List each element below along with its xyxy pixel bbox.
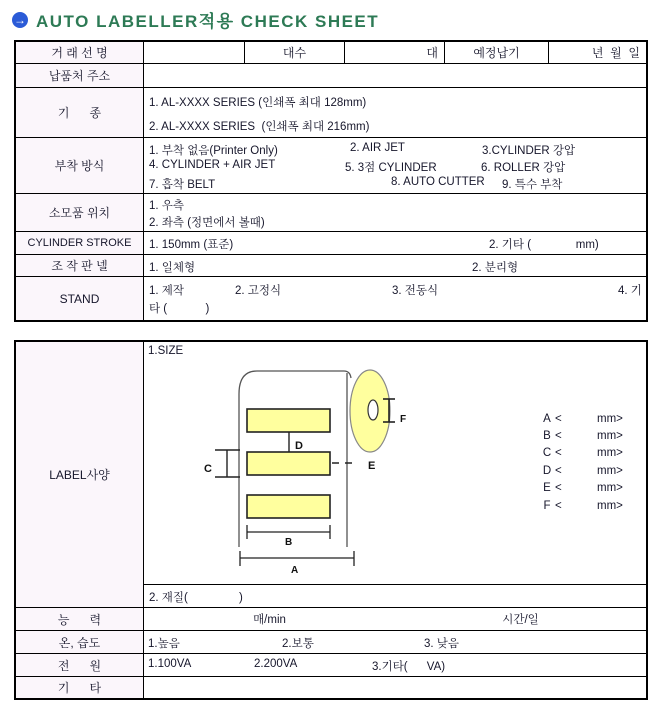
dim-c-unit: mm> (597, 447, 623, 460)
page-title: AUTO LABELLER적용 CHECK SHEET (36, 12, 380, 31)
table-row-address (16, 64, 646, 88)
dim-c-letter: C (204, 463, 212, 475)
delivery-address-value (144, 64, 646, 87)
dim-value-row-e (539, 480, 631, 497)
label-rect-3 (247, 495, 330, 518)
label-rect-2 (247, 452, 330, 475)
stroke-option-2: 2. 기타 ( mm) (489, 239, 599, 251)
table-row-power (16, 654, 646, 677)
attach-option-4: 4. CYLINDER + AIR JET (149, 159, 276, 171)
quantity-label: 대수 (245, 42, 345, 63)
consumable-position-label: 소모품 위치 (16, 194, 144, 231)
table-row-label-spec (16, 342, 646, 608)
label-spec-table (14, 340, 648, 700)
table-row-stand (16, 277, 646, 320)
label-spec-content (144, 342, 646, 607)
model-label: 기 종 (16, 88, 144, 137)
dim-b-key: B (543, 430, 551, 443)
dim-b-letter: B (285, 537, 293, 548)
etc-value (144, 677, 646, 698)
temp-option-3: 3. 낮음 (424, 638, 460, 650)
stand-option-1: 1. 제작 (149, 285, 185, 297)
dim-b-open: < (555, 430, 562, 443)
capacity-per-min: 매/min (253, 614, 286, 626)
dim-a-key: A (543, 412, 551, 425)
attach-option-9: 9. 특수 부착 (502, 179, 563, 191)
attach-option-5: 5. 3점 CYLINDER (345, 162, 437, 174)
client-name-label: 거 래 선 명 (16, 42, 144, 63)
client-name-value (144, 42, 245, 63)
control-panel-options (144, 255, 646, 276)
attach-option-6: 6. ROLLER 강압 (481, 162, 566, 174)
stand-option-4-wrap: 타 ( ) (149, 303, 210, 315)
consumable-option-1: 1. 우측 (149, 200, 185, 212)
stand-label: STAND (16, 277, 144, 320)
cylinder-stroke-options (144, 232, 646, 254)
dim-f-key: F (543, 499, 551, 512)
power-option-2: 2.200VA (254, 658, 298, 670)
dim-e-key: E (543, 482, 551, 495)
capacity-content (144, 608, 646, 630)
dim-value-row-b (539, 427, 631, 444)
dim-value-row-a (539, 410, 631, 427)
dim-f-unit: mm> (597, 499, 623, 512)
stand-option-2: 2. 고정식 (235, 285, 282, 297)
table-row-model (16, 88, 646, 138)
panel-option-1: 1. 일체형 (149, 262, 196, 274)
date-format-label: 년 월 일 (591, 46, 640, 60)
attach-option-2: 2. AIR JET (350, 142, 405, 154)
dim-value-row-c (539, 445, 631, 462)
table-row-capacity (16, 608, 646, 631)
dim-e-open: < (555, 482, 562, 495)
roll-core (368, 400, 378, 420)
dim-f-letter: F (400, 414, 407, 425)
arrow-icon: → (14, 12, 26, 27)
model-options (144, 88, 646, 137)
attach-option-3: 3.CYLINDER 강압 (482, 145, 576, 157)
dim-e-letter: E (368, 460, 376, 472)
delivery-date-label: 예정납기 (445, 42, 549, 63)
dim-f-open: < (555, 499, 562, 512)
size-title: 1.SIZE (148, 345, 184, 357)
delivery-address-label: 납품처 주소 (16, 64, 144, 87)
table-row-temp-humidity (16, 631, 646, 654)
dim-b-unit: mm> (597, 430, 623, 443)
table-row-etc (16, 677, 646, 698)
dim-e-unit: mm> (597, 482, 623, 495)
dim-value-row-d (539, 462, 631, 479)
stroke-option-1: 1. 150mm (표준) (149, 239, 234, 251)
dim-a-open: < (555, 412, 562, 425)
capacity-label: 능 력 (16, 608, 144, 630)
attach-option-1: 1. 부착 없음(Printer Only) (149, 145, 278, 157)
stand-option-3: 3. 전동식 (392, 285, 439, 297)
table-row-attach-method (16, 138, 646, 194)
temp-option-2: 2.보통 (282, 638, 314, 650)
etc-label: 기 타 (16, 677, 144, 698)
dim-c-open: < (555, 447, 562, 460)
table-row-control-panel (16, 255, 646, 277)
dim-value-row-f (539, 497, 631, 514)
attach-option-7: 7. 흡착 BELT (149, 179, 216, 191)
temp-option-1: 1.높음 (148, 638, 180, 650)
consumable-option-2: 2. 좌측 (정면에서 볼때) (149, 217, 265, 229)
model-option-2: 2. AL-XXXX SERIES (인쇄폭 최대 216mm) (149, 121, 370, 133)
label-rect-1 (247, 409, 330, 432)
attach-method-options (144, 138, 646, 193)
table-row-cylinder-stroke (16, 232, 646, 255)
title-bar (12, 7, 379, 32)
dim-d-unit: mm> (597, 464, 623, 477)
panel-option-2: 2. 분리형 (472, 262, 519, 274)
power-option-3: 3.기타( VA) (372, 661, 446, 673)
attach-option-8: 8. AUTO CUTTER (391, 176, 485, 188)
size-subrow (144, 342, 646, 585)
stand-options (144, 277, 646, 320)
cylinder-stroke-label: CYLINDER STROKE (16, 232, 144, 254)
table-row-client (16, 42, 646, 64)
temp-humidity-options (144, 631, 646, 653)
table-row-consumable (16, 194, 646, 232)
dim-d-key: D (542, 464, 552, 477)
dim-c-key: C (542, 447, 552, 460)
dim-a-unit: mm> (597, 412, 623, 425)
material-option: 2. 재질( ) (149, 592, 243, 604)
material-subrow (144, 585, 646, 607)
stand-option-4: 4. 기 (618, 285, 642, 297)
power-options (144, 654, 646, 676)
dim-d-open: < (555, 464, 562, 477)
consumable-options (144, 194, 646, 231)
control-panel-label: 조 작 판 넬 (16, 255, 144, 276)
dimension-value-list (539, 410, 631, 514)
order-info-table (14, 40, 648, 322)
quantity-unit: 대 (345, 42, 445, 63)
power-label: 전 원 (16, 654, 144, 676)
temp-humidity-label: 온, 습도 (16, 631, 144, 653)
model-option-1: 1. AL-XXXX SERIES (인쇄폭 최대 128mm) (149, 97, 367, 109)
attach-method-label: 부착 방식 (16, 138, 144, 193)
dim-d-letter: D (295, 440, 303, 452)
power-option-1: 1.100VA (148, 658, 192, 670)
capacity-hours-per-day: 시간/일 (502, 614, 539, 626)
dim-a-letter: A (291, 565, 299, 576)
label-spec-label: LABEL사양 (16, 342, 144, 607)
